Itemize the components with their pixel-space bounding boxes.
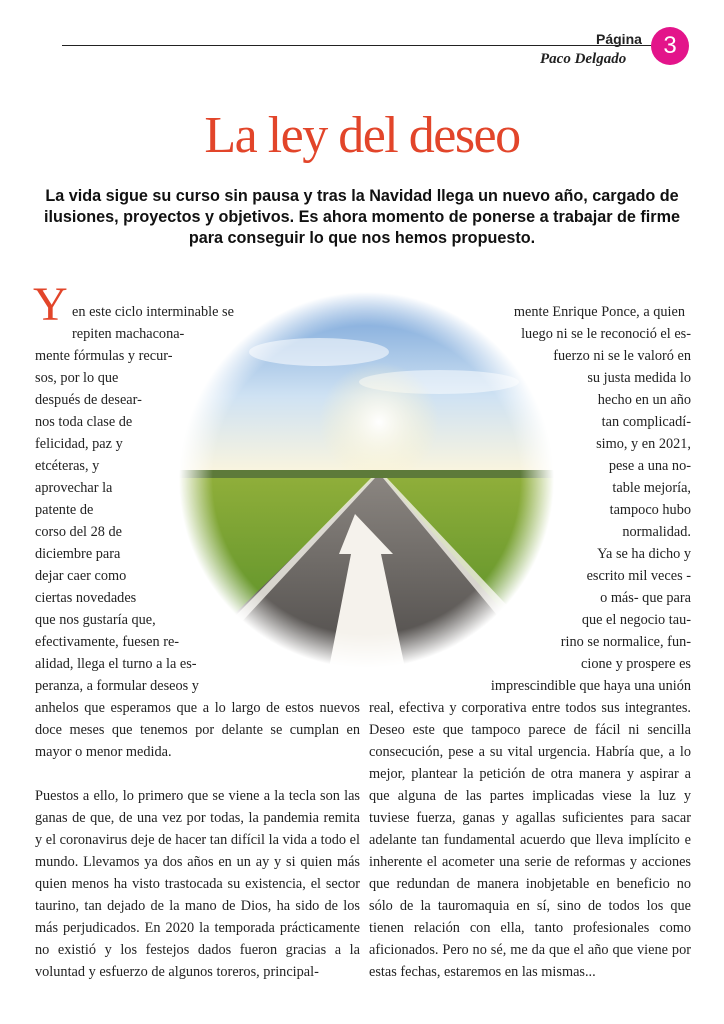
wrap-left-line: diciembre para xyxy=(35,546,121,562)
author-name: Paco Delgado xyxy=(540,51,627,67)
article-lede: La vida sigue su curso sin pausa y tras la Navidad llega un nuevo año, cargado de ilusiones, proyectos y objetivos. Es ahora momento de ponerse a trabajar de firme para conseguir lo que nos hemos propuesto. xyxy=(44,187,680,247)
wrap-right-line: imprescindible que haya una unión xyxy=(490,678,691,694)
wrap-right-line: su justa medida lo xyxy=(587,370,691,386)
wrap-right-line: o más- que para xyxy=(600,590,691,606)
road-arrow-photo xyxy=(179,292,554,668)
right-column xyxy=(369,697,691,983)
wrap-left-line: ciertas novedades xyxy=(35,590,137,606)
wrap-right-line: cione y prospere es xyxy=(581,656,691,672)
wrap-right-line: luego ni se le reconoció el es- xyxy=(521,326,691,342)
wrap-left-line: felicidad, paz y xyxy=(35,436,123,452)
wrap-right-line: rino se normalice, fun- xyxy=(560,634,691,650)
paragraph: Puestos a ello, lo primero que se viene a la tecla son las ganas de que, de una vez por todas, la pandemia remita y el coronavirus deje de hacer tan difícil la vida a todo el mundo. Llevamos ya dos años en un ay y si quien más quien menos ha visto trastocada su existencia, el sector taurino, tan dejado de la mano de Dios, ha sido de los más perjudicados. En 2020 la temporada prácticamente no existió y los festejos dados fueron gracias a la voluntad y esfuerzo de algunos toreros, principal- xyxy=(35,788,360,980)
wrap-right-line: hecho en un año xyxy=(597,392,691,408)
wrap-left-line: aprovechar la xyxy=(35,480,113,496)
wrap-right-line: pese a una no- xyxy=(608,458,691,474)
wrap-left-line: efectivamente, fuesen re- xyxy=(35,634,180,650)
wrap-right-line: escrito mil veces - xyxy=(586,568,691,584)
wrap-left-line: nos toda clase de xyxy=(35,414,133,430)
wrap-left-line: corso del 28 de xyxy=(35,524,122,540)
wrap-left-line: patente de xyxy=(35,502,94,518)
header-rule xyxy=(62,45,654,46)
wrap-left-line: peranza, a formular deseos y xyxy=(35,678,199,694)
wrap-right-line: table mejoría, xyxy=(612,480,691,496)
wrap-right-line: tan complicadí- xyxy=(601,414,691,430)
wrap-left-line: repiten machacona- xyxy=(72,326,185,342)
wrap-right-line: simo, y en 2021, xyxy=(596,436,691,452)
wrap-right-line: mente Enrique Ponce, a quien xyxy=(513,304,685,320)
wrap-right-line: tampoco hubo xyxy=(609,502,691,518)
wrap-left-line: alidad, llega el turno a la es- xyxy=(35,656,197,672)
page-label: Página xyxy=(596,31,642,47)
wrap-right-line: fuerzo ni se le valoró en xyxy=(553,348,691,364)
paragraph: anhelos que esperamos que a lo largo de estos nuevos doce meses que tenemos por delante se cumplan en mayor o menor medida. xyxy=(35,700,360,760)
wrap-left-line: sos, por lo que xyxy=(35,370,119,386)
wrap-left-line: mente fórmulas y recur- xyxy=(35,348,173,364)
left-column xyxy=(35,697,360,983)
wrap-left-line: dejar caer como xyxy=(35,568,127,584)
wrap-left-line: en este ciclo interminable se xyxy=(72,304,234,320)
article-title: La ley del deseo xyxy=(204,107,520,164)
wrap-left-line: etcéteras, y xyxy=(35,458,100,474)
drop-cap: Y xyxy=(33,278,68,331)
wrap-right-line: Ya se ha dicho y xyxy=(597,546,691,562)
paragraph: real, efectiva y corporativa entre todos sus integrantes. Deseo este que tampoco parece de fácil ni sencilla consecución, pese a su vital urgencia. Habría que, a lo mejor, plantear la petición de otra manera y aspirar a que alguna de las partes implicadas viese la luz y tuviese fuerza, ganas y agallas suficientes para sacar adelante tan fundamental acuerdo que lleva implícito e inherente el acometer una serie de reformas y acciones que redundan de manera inobjetable en beneficio no sólo de la tauromaquia en sí, sino de todos los que tienen relación con ella, tanto profesionales como aficionados. Pero no sé, me da que el año que viene por estas fechas, estaremos en las mismas... xyxy=(369,700,691,980)
wrap-right-line: que el negocio tau- xyxy=(581,612,691,628)
page-number-badge: 3 xyxy=(651,27,689,65)
wrap-left-line: después de desear- xyxy=(35,392,142,408)
wrap-left-line: que nos gustaría que, xyxy=(35,612,156,628)
wrap-right-line: normalidad. xyxy=(622,524,691,540)
